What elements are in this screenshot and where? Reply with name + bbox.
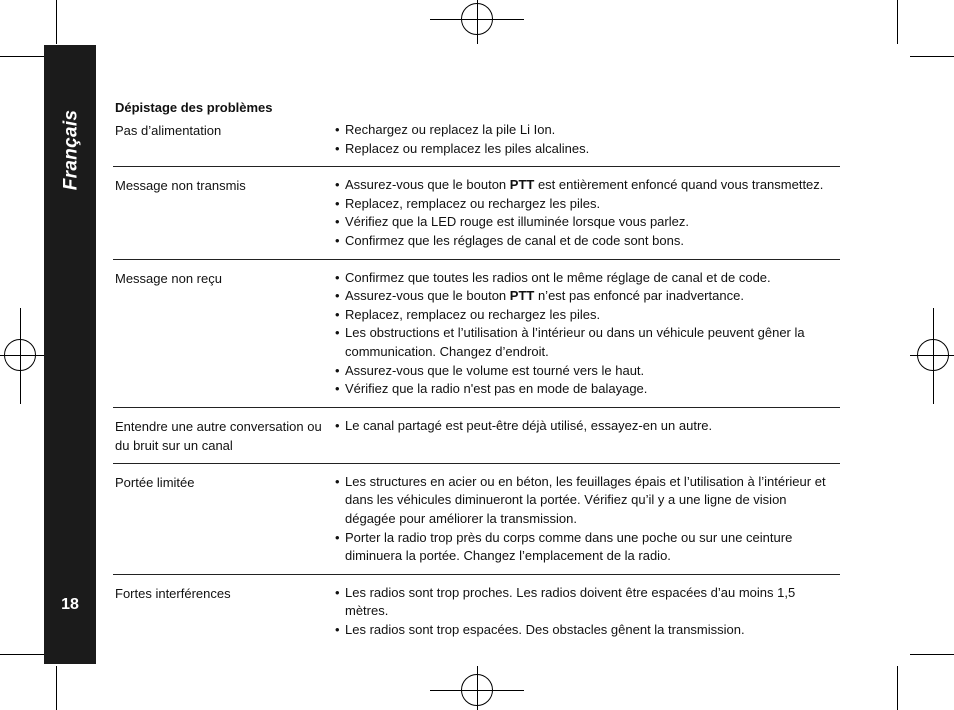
solution-item bbox=[335, 417, 840, 436]
solution-text: Assurez-vous que le bouton bbox=[345, 177, 510, 193]
solution-text: Le canal partagé est peut-être déjà utilisé, essayez-en un autre. bbox=[345, 417, 713, 433]
solution-text: Vérifiez que la radio n'est pas en mode de balayage. bbox=[345, 381, 648, 397]
solution-item bbox=[335, 324, 840, 361]
solution-text: Assurez-vous que le bouton bbox=[345, 288, 510, 304]
problem-label: Pas d’alimentation bbox=[115, 123, 222, 138]
registration-mark-icon bbox=[4, 339, 36, 371]
problem-label: Message non transmis bbox=[115, 178, 246, 194]
solution-text: Confirmez que toutes les radios ont le même réglage de canal et de code. bbox=[345, 269, 771, 285]
language-label bbox=[54, 110, 88, 190]
solution-text: Les structures en acier ou en béton, les feuillages épais et l’utilisation à l’intérieur et dans les véhicules diminueront la portée. Vérifiez qu’il y a une ligne de vision dégagée pour améliorer la transmission. bbox=[345, 473, 826, 526]
solution-item bbox=[335, 584, 840, 621]
solution-item bbox=[335, 121, 840, 140]
solution-item bbox=[335, 529, 840, 566]
ptt-keyword: PTT bbox=[509, 288, 535, 304]
section-title: Dépistage des problèmes bbox=[115, 100, 273, 115]
problem-label: Message non reçu bbox=[115, 270, 222, 286]
solution-text: Vérifiez que la LED rouge est illuminée lorsque vous parlez. bbox=[345, 214, 689, 230]
registration-mark-icon bbox=[461, 3, 493, 35]
solution-list bbox=[335, 176, 840, 250]
crop-mark bbox=[56, 666, 57, 710]
solution-item bbox=[335, 176, 840, 195]
crop-mark bbox=[0, 56, 44, 57]
crop-mark bbox=[897, 0, 898, 44]
solution-list bbox=[335, 121, 840, 158]
table-row bbox=[113, 417, 840, 464]
solution-text: Confirmez que les réglages de canal et de code sont bons. bbox=[345, 232, 684, 248]
crop-mark bbox=[0, 654, 44, 655]
ptt-keyword: PTT bbox=[509, 177, 535, 193]
table-row bbox=[113, 269, 840, 408]
troubleshooting-table bbox=[113, 121, 840, 647]
crop-mark bbox=[56, 0, 57, 44]
problem-label: Fortes interférences bbox=[115, 585, 231, 601]
table-row bbox=[113, 584, 840, 648]
solution-item bbox=[335, 140, 840, 159]
solution-text: n’est pas enfoncé par inadvertance. bbox=[534, 288, 744, 304]
solution-item bbox=[335, 621, 840, 640]
solution-list bbox=[335, 473, 840, 566]
solution-text: Les radios sont trop proches. Les radios doivent être espacées d’au moins 1,5 mètres. bbox=[345, 584, 796, 619]
solution-text: Replacez, remplacez ou rechargez les piles. bbox=[345, 195, 601, 211]
language-text: Français bbox=[60, 109, 81, 191]
solution-item bbox=[335, 306, 840, 325]
solution-text: Les obstructions et l’utilisation à l’intérieur ou dans un véhicule peuvent gêner la communication. Changez d’endroit. bbox=[345, 325, 805, 359]
solution-text: Replacez ou remplacez les piles alcalines. bbox=[345, 140, 590, 156]
solution-list bbox=[335, 417, 840, 455]
problem-label: Portée limitée bbox=[115, 474, 195, 490]
solution-item bbox=[335, 232, 840, 251]
registration-mark-icon bbox=[917, 339, 949, 371]
solution-item bbox=[335, 195, 840, 214]
table-row bbox=[113, 176, 840, 259]
solution-item bbox=[335, 269, 840, 288]
solution-list bbox=[335, 269, 840, 399]
table-row bbox=[113, 473, 840, 575]
solution-item bbox=[335, 380, 840, 399]
crop-mark bbox=[910, 654, 954, 655]
solution-list bbox=[335, 584, 840, 640]
solution-text: Les radios sont trop espacées. Des obstacles gênent la transmission. bbox=[345, 621, 745, 637]
solution-text: est entièrement enfoncé quand vous transmettez. bbox=[534, 177, 824, 193]
troubleshooting-section bbox=[113, 100, 840, 656]
solution-item bbox=[335, 473, 840, 529]
solution-item bbox=[335, 362, 840, 381]
solution-text: Rechargez ou replacez la pile Li Ion. bbox=[345, 122, 556, 137]
solution-text: Assurez-vous que le volume est tourné vers le haut. bbox=[345, 362, 645, 378]
page-number: 18 bbox=[61, 596, 79, 613]
solution-text: Replacez, remplacez ou rechargez les piles. bbox=[345, 306, 601, 322]
solution-item bbox=[335, 213, 840, 232]
crop-mark bbox=[910, 56, 954, 57]
solution-item bbox=[335, 287, 840, 306]
crop-mark bbox=[897, 666, 898, 710]
problem-label: Entendre une autre conversation ou du bruit sur un canal bbox=[115, 418, 322, 453]
registration-mark-icon bbox=[461, 674, 493, 706]
solution-text: Porter la radio trop près du corps comme dans une poche ou sur une ceinture diminuera la portée. Changez l’emplacement de la radio. bbox=[345, 529, 793, 564]
table-row bbox=[113, 121, 840, 167]
